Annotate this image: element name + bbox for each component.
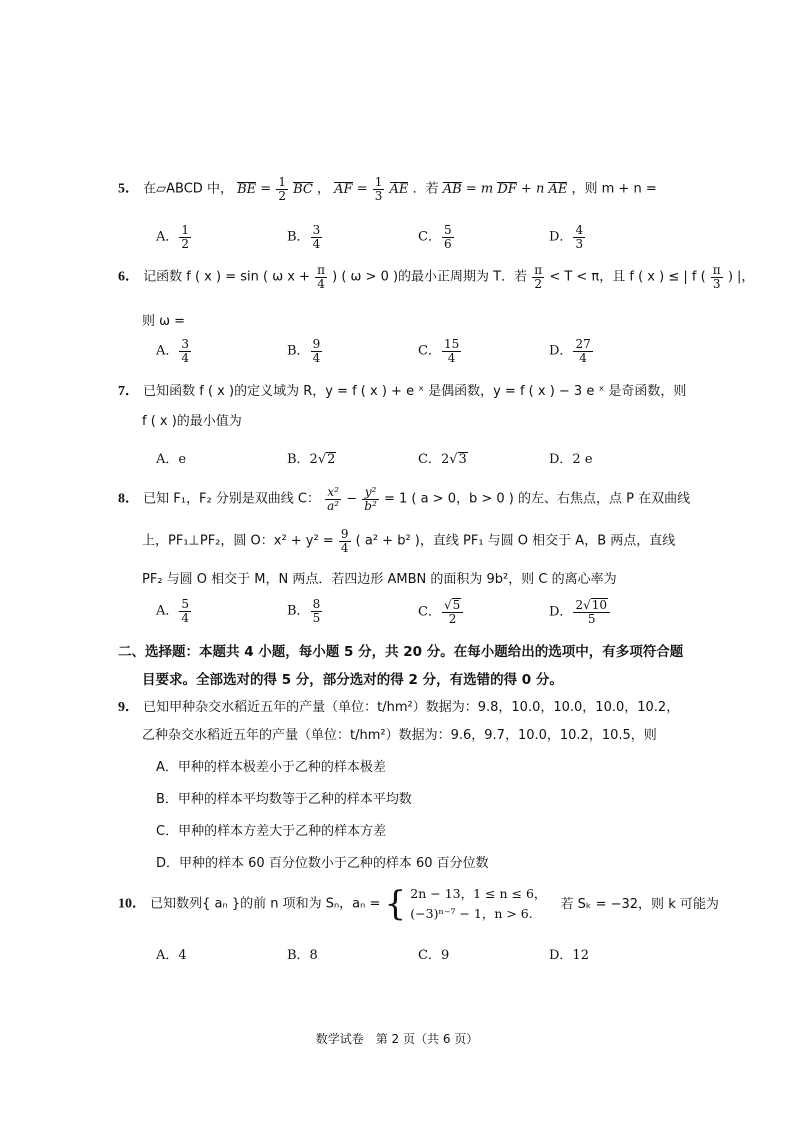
q7-option-a: A．e xyxy=(156,452,187,467)
left-brace-icon: { xyxy=(384,884,407,924)
question-8 xyxy=(118,486,690,512)
den: 5 xyxy=(312,610,321,625)
q10-option-b: B．8 xyxy=(287,948,318,963)
fraction-pi-3 xyxy=(711,264,723,290)
q7-option-d: D．2 e xyxy=(549,452,593,467)
section-2-line1: 二、选择题：本题共 4 小题，每小题 5 分，共 20 分。在每小题给出的选项中，有多项符合题 xyxy=(118,644,684,660)
fraction-pi-4 xyxy=(315,264,327,290)
question-number: 8． xyxy=(118,491,139,507)
question-number: 9． xyxy=(118,700,139,715)
num: 1 xyxy=(374,175,383,189)
q6-option-a xyxy=(156,338,192,364)
q5-option-d xyxy=(549,224,586,250)
den: 4 xyxy=(312,350,321,365)
q9-line2: 乙种杂交水稻近五年的产量（单位：t/hm²）数据为：9.6，9.7，10.0，10.2，10.5，则 xyxy=(142,728,657,743)
den: 2 xyxy=(448,612,457,627)
vector-bc: BC xyxy=(293,181,313,197)
num: 9 xyxy=(340,527,349,541)
num: 5 xyxy=(443,223,452,237)
num: 3 xyxy=(312,223,321,237)
section-2-line2: 目要求。全部选对的得 5 分，部分选对的得 2 分，有选错的得 0 分。 xyxy=(142,672,563,688)
q9-option-c: C．甲种的样本方差大于乙种的样本方差 xyxy=(156,824,387,839)
case-1: 2n − 13，1 ≤ n ≤ 6， xyxy=(410,886,547,901)
q7-line1: 已知函数 f ( x )的定义域为 R，y = f ( x ) + e ˣ 是偶函数，y = f ( x ) − 3 e ˣ 是奇函数，则 xyxy=(143,384,687,399)
q6-line2: 则 ω = xyxy=(142,314,186,329)
q6-part3: < T < π，且 f ( x ) ≤ | f ( xyxy=(549,269,706,285)
question-9 xyxy=(118,696,679,716)
radicand: 10 xyxy=(591,598,608,612)
option-label: A． xyxy=(156,603,179,619)
question-5 xyxy=(118,176,657,202)
option-label: B． xyxy=(287,343,310,359)
q6-option-b xyxy=(287,338,323,364)
den: 2 xyxy=(534,276,543,291)
q7-line2: f ( x )的最小值为 xyxy=(142,414,242,429)
num: 8 xyxy=(312,597,321,611)
num xyxy=(573,598,610,613)
fraction-9-4 xyxy=(339,528,351,554)
piecewise-cases xyxy=(410,884,546,924)
q5-tail2: ，则 m + n = xyxy=(571,181,657,197)
q8-part1: 已知 F₁，F₂ 分别是双曲线 C： xyxy=(143,491,320,507)
fraction-third xyxy=(373,176,385,202)
q8-line2b: ( a² + b² )，直线 PF₁ 与圆 O 相交于 A，B 两点，直线 xyxy=(355,533,676,549)
option-label: C． xyxy=(418,343,441,359)
den: 4 xyxy=(579,350,587,365)
num xyxy=(442,598,463,613)
option-fraction xyxy=(311,598,323,624)
question-6 xyxy=(118,264,754,290)
q10-option-a: A．4 xyxy=(156,948,187,963)
den: 3 xyxy=(575,236,584,251)
num: π xyxy=(317,263,325,277)
q8-option-b xyxy=(287,598,323,624)
radicand: 5 xyxy=(452,598,461,612)
q7-option-b xyxy=(287,448,336,467)
q7-option-c xyxy=(418,448,468,467)
sqrt-icon: √ xyxy=(449,452,458,467)
option-label: C． xyxy=(418,604,441,620)
q8-part2: = 1 ( a > 0，b > 0 ) 的左、右焦点，点 P 在双曲线 xyxy=(383,491,691,507)
option-label: A． xyxy=(156,343,179,359)
q6-part2: ) ( ω > 0 )的最小正周期为 T．若 xyxy=(332,269,528,285)
q8-option-a xyxy=(156,598,192,624)
num: y² xyxy=(362,486,379,500)
option-fraction xyxy=(311,224,323,250)
option-label: B．2 xyxy=(287,452,318,467)
vector-ab: AB xyxy=(442,181,462,197)
q6-part4: ) |， xyxy=(727,269,755,285)
option-fraction xyxy=(179,338,191,364)
q10-part1: 已知数列{ aₙ }的前 n 项和为 Sₙ，aₙ = xyxy=(150,896,381,912)
q8-option-c xyxy=(418,598,464,626)
den: a² xyxy=(327,498,340,513)
option-label: C． xyxy=(418,229,441,245)
sqrt-icon: √ xyxy=(583,598,591,612)
q8-line2a: 上，PF₁⊥PF₂，圆 O：x² + y² = xyxy=(142,533,334,549)
vector-af: AF xyxy=(334,181,353,197)
expr-m: = m xyxy=(465,181,494,197)
fraction-half xyxy=(276,176,288,202)
num: 5 xyxy=(181,597,190,611)
den: 3 xyxy=(712,276,721,291)
question-number: 7． xyxy=(118,384,139,399)
q6-option-c xyxy=(418,338,462,364)
q10-option-c: C．9 xyxy=(418,948,450,963)
q5-tail1: ．若 xyxy=(412,181,439,197)
vector-be: BE xyxy=(237,181,257,197)
num: 15 xyxy=(443,337,460,351)
num: 4 xyxy=(575,223,584,237)
q5-intro: 在▱ABCD 中， xyxy=(143,181,233,197)
num: x² xyxy=(325,486,341,500)
num: 1 xyxy=(278,175,286,189)
sqrt-icon: √ xyxy=(443,598,452,612)
option-label: D． xyxy=(549,229,573,245)
equals: = xyxy=(260,181,272,197)
q10-option-d: D．12 xyxy=(549,948,589,963)
q5-option-a xyxy=(156,224,192,250)
radicand: 2 xyxy=(327,452,336,467)
q9-option-b: B．甲种的样本平均数等于乙种的样本平均数 xyxy=(156,792,412,807)
q5-option-c xyxy=(418,224,455,250)
den: 4 xyxy=(181,350,190,365)
radicand: 3 xyxy=(458,452,467,467)
den: b² xyxy=(364,498,377,513)
den: 4 xyxy=(181,610,190,625)
den: 4 xyxy=(340,540,349,555)
vector-ae-2: AE xyxy=(548,181,568,197)
sqrt-icon: √ xyxy=(317,452,327,467)
vector-df: DF xyxy=(497,181,517,197)
option-label: C．2 xyxy=(418,452,450,467)
question-number: 6． xyxy=(118,269,139,285)
den: 6 xyxy=(443,236,452,251)
q8-line3: PF₂ 与圆 O 相交于 M，N 两点．若四边形 AMBN 的面积为 9b²，则 C 的离心率为 xyxy=(142,572,617,587)
den: 5 xyxy=(587,612,596,627)
equals: = xyxy=(356,181,368,197)
option-fraction xyxy=(179,224,191,250)
den: 4 xyxy=(447,350,456,365)
option-label: B． xyxy=(287,229,310,245)
den: 2 xyxy=(181,236,190,251)
option-fraction xyxy=(573,338,592,364)
coef: 2 xyxy=(575,598,584,612)
question-10 xyxy=(118,884,719,924)
fraction-pi-2 xyxy=(532,264,544,290)
q5-option-b xyxy=(287,224,323,250)
num: 1 xyxy=(181,223,190,237)
q6-option-d xyxy=(549,338,594,364)
option-fraction xyxy=(179,598,191,624)
option-label: B． xyxy=(287,603,310,619)
option-fraction xyxy=(573,224,585,250)
num: 3 xyxy=(181,337,190,351)
q9-option-a: A．甲种的样本极差小于乙种的样本极差 xyxy=(156,760,386,775)
num: 9 xyxy=(312,337,321,351)
option-fraction xyxy=(442,224,454,250)
question-number: 5． xyxy=(118,181,139,197)
q8-option-d xyxy=(549,598,611,626)
option-label: A． xyxy=(156,229,179,245)
vector-ae: AE xyxy=(389,181,409,197)
option-label: D． xyxy=(549,604,573,620)
den: 4 xyxy=(317,276,325,291)
option-fraction xyxy=(573,598,610,626)
question-7 xyxy=(118,380,686,400)
option-fraction xyxy=(311,338,323,364)
page-footer: 数学试卷 第 2 页（共 6 页） xyxy=(315,1032,479,1046)
q6-part1: 记函数 f ( x ) = sin ( ω x + xyxy=(143,269,310,285)
q9-line1: 已知甲种杂交水稻近五年的产量（单位：t/hm²）数据为：9.8，10.0，10.0，10.0，10.2， xyxy=(143,700,680,715)
fraction-x2-a2 xyxy=(325,486,341,512)
option-fraction xyxy=(442,598,463,626)
q8-line2 xyxy=(142,528,675,554)
num: π xyxy=(712,263,721,277)
q10-part2: 若 Sₖ = −32，则 k 可能为 xyxy=(560,896,719,912)
den: 2 xyxy=(278,188,286,203)
q9-option-d: D．甲种的样本 60 百分位数小于乙种的样本 60 百分位数 xyxy=(156,856,489,871)
den: 3 xyxy=(374,188,383,203)
option-fraction xyxy=(442,338,461,364)
num: 27 xyxy=(575,337,591,351)
question-number: 10． xyxy=(118,896,146,912)
den: 4 xyxy=(312,236,321,251)
minus: − xyxy=(346,491,358,507)
option-label: D． xyxy=(549,343,573,359)
expr-n: + n xyxy=(520,181,545,197)
fraction-y2-b2 xyxy=(362,486,379,512)
num: π xyxy=(534,263,543,277)
case-2: (−3)ⁿ⁻⁷ − 1，n > 6. xyxy=(410,906,533,921)
sep: ， xyxy=(317,181,331,197)
